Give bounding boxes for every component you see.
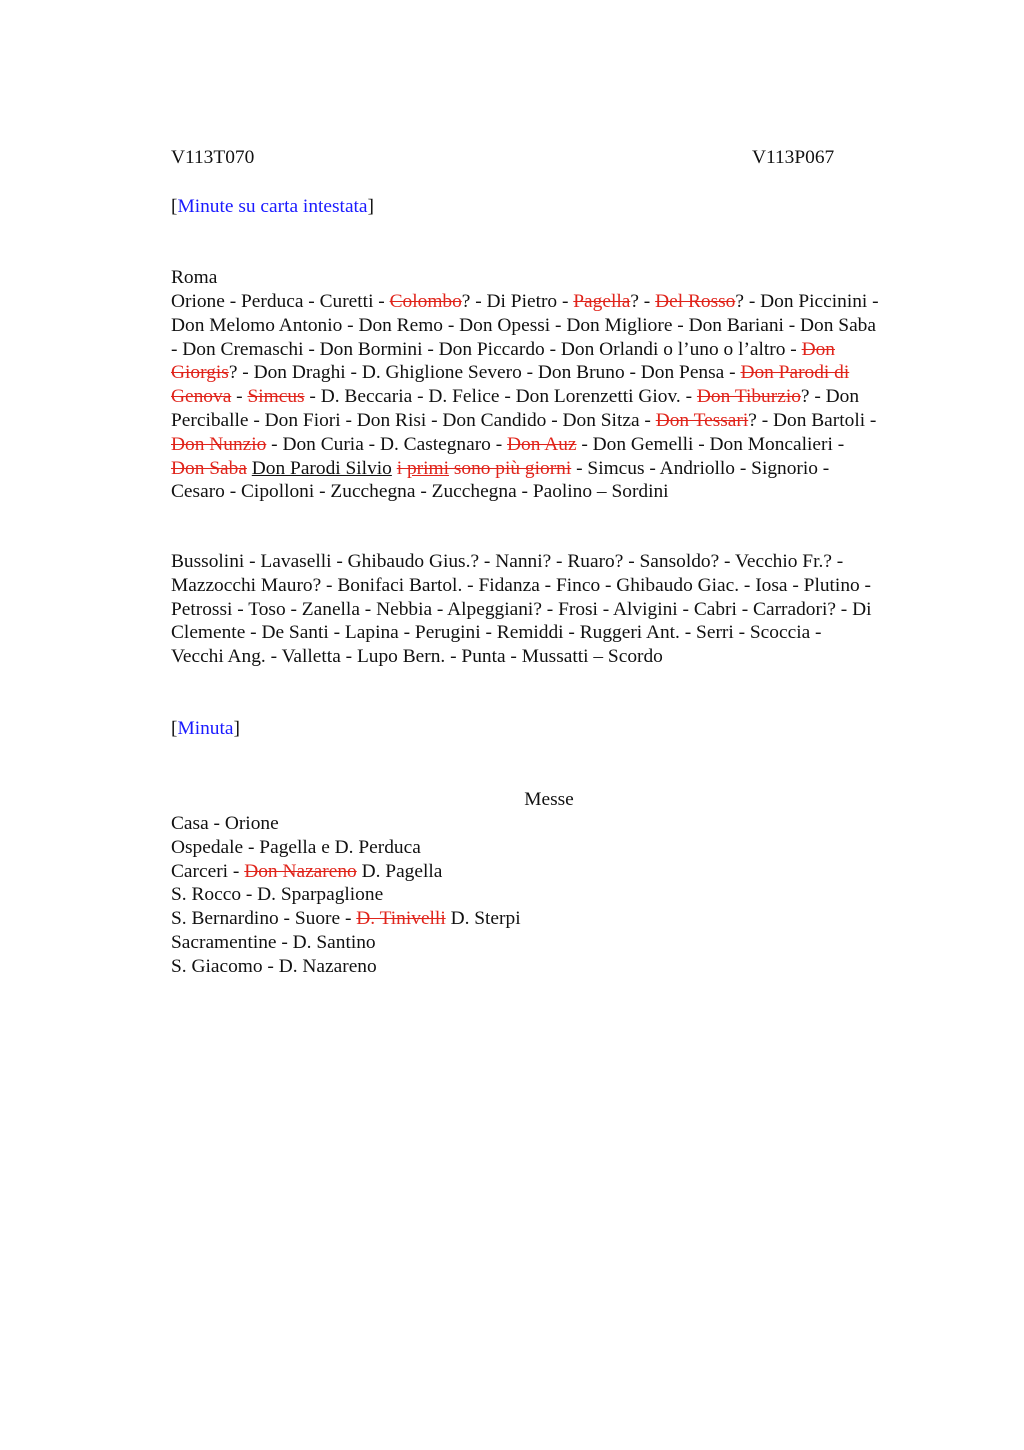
struck-text: Don Parodi di — [740, 362, 850, 384]
section-title-messe: Messe — [524, 789, 574, 810]
text-segment: ? - Don — [800, 386, 860, 408]
text-segment: Ospedale - Pagella e D. Perduca — [171, 836, 421, 858]
struck-text: Don — [801, 338, 836, 360]
text-segment: Perciballe - Don Fiori - Don Risi - Don Candido - Don Sitza - — [171, 410, 656, 431]
struck-text: Del Rosso — [655, 291, 736, 312]
struck-text: Genova — [171, 386, 232, 408]
struck-text: Don Nazareno — [244, 860, 357, 882]
messe-list-line — [171, 883, 383, 907]
text-segment: - — [231, 386, 248, 408]
text-segment: - Simcus - Andriollo - Signorio - — [571, 457, 830, 479]
roma-list-line — [171, 457, 829, 481]
struck-text: Don Tiburzio — [696, 386, 801, 408]
text-segment: S. Bernardino - Suore - — [171, 908, 357, 930]
struck-text: D. Tinivelli — [356, 908, 446, 930]
messe-list-line — [171, 836, 421, 860]
second-list-line: Bussolini - Lavaselli - Ghibaudo Gius.? - Nanni? - Ruaro? - Sansoldo? - Vecchio Fr.? - — [171, 551, 844, 572]
roma-list-line — [171, 314, 876, 338]
text-segment: ? - Don Bartoli - — [748, 410, 877, 431]
struck-text: Don Saba — [171, 457, 247, 479]
text-segment: - Don Curia - D. Castegnaro - — [266, 433, 508, 455]
struck-text: primi — [406, 457, 449, 479]
underlined-text: Don Parodi Silvio — [251, 457, 392, 479]
struck-text: Don Tessari — [655, 410, 749, 431]
note-minute-intestata-text: Minute su carta intestata — [177, 196, 368, 217]
note-minuta-text: Minuta — [177, 718, 234, 739]
roma-list-line — [171, 385, 859, 409]
text-segment: - Don Gemelli - Don Moncalieri - — [576, 433, 845, 455]
struck-text: Don Auz — [507, 433, 577, 455]
text-segment: Carceri - — [171, 860, 245, 882]
text-segment: Sacramentine - D. Santino — [171, 932, 376, 953]
text-segment: S. Giacomo - D. Nazareno — [171, 955, 377, 977]
struck-text: i — [396, 457, 407, 479]
text-segment: ? - — [630, 291, 656, 312]
struck-text: Colombo — [389, 291, 462, 312]
struck-text: Simcus — [247, 386, 305, 408]
messe-list-line — [171, 812, 279, 836]
text-segment: Casa - Orione — [171, 813, 279, 834]
document-code-right: V113P067 — [752, 147, 835, 168]
messe-list-line — [171, 907, 521, 931]
second-list-line: Mazzocchi Mauro? - Bonifaci Bartol. - Fidanza - Finco - Ghibaudo Giac. - Iosa - Plutino - — [171, 574, 872, 596]
text-segment: ? - Don Draghi - D. Ghiglione Severo - Don Bruno - Don Pensa - — [228, 362, 741, 384]
text-segment: ? - Don Piccinini - — [735, 291, 879, 312]
struck-text: Don Nunzio — [171, 433, 267, 455]
text-segment: S. Rocco - D. Sparpaglione — [171, 884, 384, 906]
messe-list-line — [171, 955, 377, 979]
text-segment: D. Pagella — [356, 860, 443, 882]
section-title-roma: Roma — [171, 267, 218, 288]
second-list-line: Petrossi - Toso - Zanella - Nebbia - Alpeggiani? - Frosi - Alvigini - Cabri - Carradori? - Di — [171, 598, 872, 620]
text-segment: Orione - Perduca - Curetti - — [171, 291, 390, 312]
text-segment: - D. Beccaria - D. Felice - Don Lorenzetti Giov. - — [304, 386, 697, 408]
roma-list-line — [171, 480, 669, 504]
text-segment: Don Melomo Antonio - Don Remo - Don Opessi - Don Migliore - Don Bariani - Don Saba — [171, 314, 876, 336]
text-segment: Cesaro - Cipolloni - Zucchegna - Zucchegna - Paolino – Sordini — [171, 481, 669, 503]
note-minuta: [Minuta] — [171, 718, 240, 739]
roma-list-line — [171, 338, 835, 362]
messe-list-line — [171, 931, 376, 955]
roma-list-line — [171, 433, 844, 457]
struck-text: Giorgis — [171, 362, 229, 384]
text-segment: - Don Cremaschi - Don Bormini - Don Piccardo - Don Orlandi o l’uno o l’altro - — [171, 338, 802, 360]
roma-list-line — [171, 409, 876, 433]
messe-list-line — [171, 860, 442, 884]
text-segment: ? - Di Pietro - — [461, 291, 574, 312]
second-list-line: Vecchi Ang. - Valletta - Lupo Bern. - Punta - Mussatti – Scordo — [171, 646, 663, 668]
note-minute-intestata: [Minute su carta intestata] — [171, 196, 375, 217]
roma-list-line — [171, 361, 849, 385]
struck-text: sono più giorni — [448, 457, 572, 479]
roma-list-line — [171, 290, 879, 314]
struck-text: Pagella — [573, 291, 631, 312]
document-code-left: V113T070 — [171, 147, 255, 168]
second-list-line: Clemente - De Santi - Lapina - Perugini - Remiddi - Ruggeri Ant. - Serri - Scoccia - — [171, 622, 822, 644]
text-segment: D. Sterpi — [445, 908, 521, 930]
